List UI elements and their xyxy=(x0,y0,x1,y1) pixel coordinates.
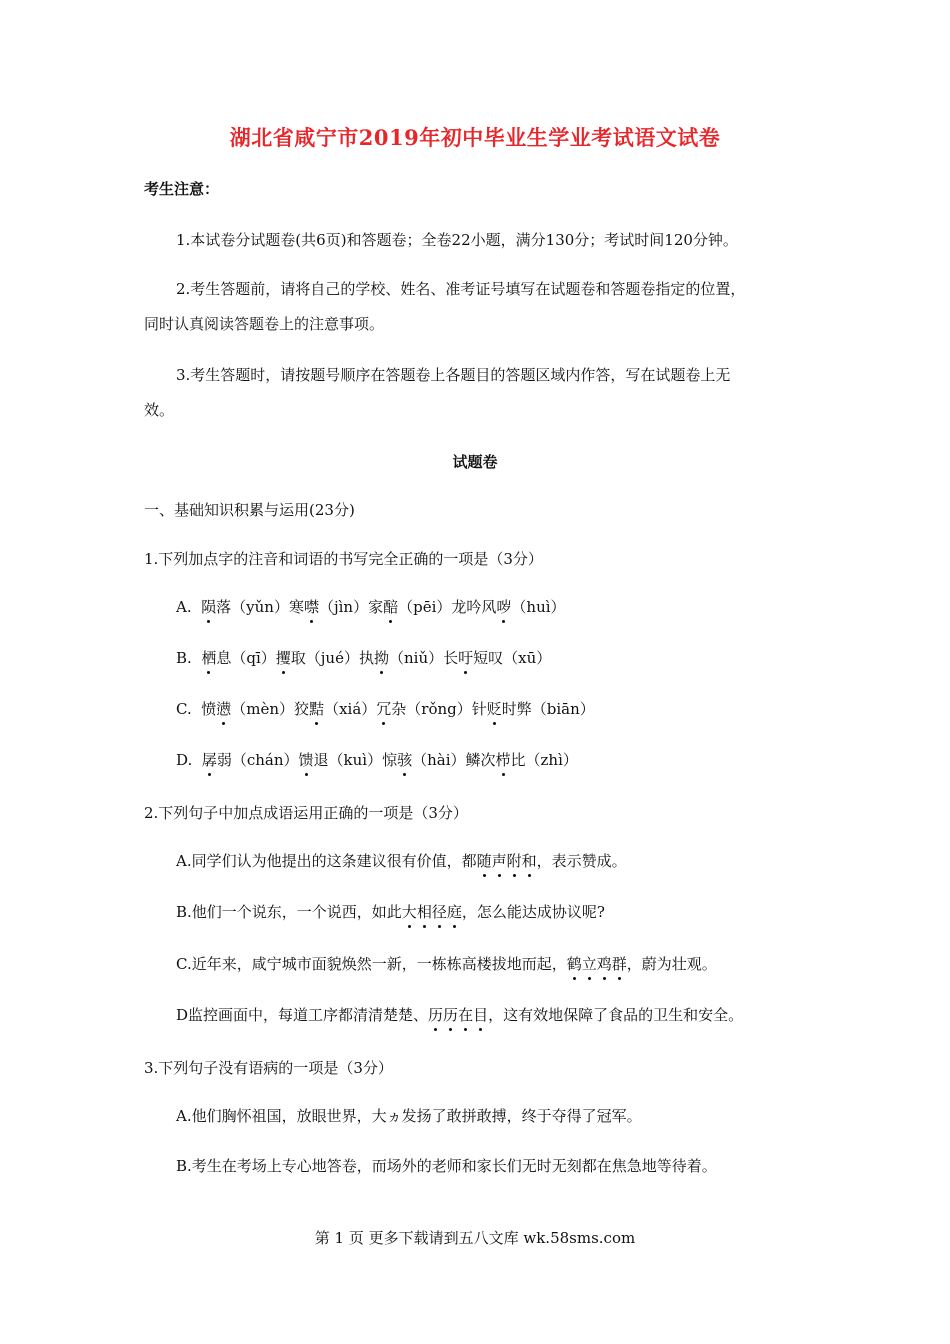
emphasized-char: 噤 xyxy=(303,598,319,616)
text-segment: 叹 xyxy=(488,649,504,667)
question-2-stem: 2.下列句子中加点成语运用正确的一项是（3分） xyxy=(144,804,468,822)
notice-2: 2.考生答题前，请将自己的学校、姓名、准考证号填写在试题卷和答题卷指定的位置， xyxy=(176,280,746,298)
emphasized-char: 吁 xyxy=(458,649,474,667)
emphasized-char: 随 xyxy=(476,852,492,870)
text-segment: B.他们一个说东，一个说西，如此 xyxy=(176,903,402,921)
emphasized-char: 庭 xyxy=(446,903,462,921)
text-segment: ，这有效地保障了食品的卫生和安全。 xyxy=(488,1006,744,1024)
emphasized-char: 孱 xyxy=(201,751,217,769)
text-segment: 取（jué）执 xyxy=(290,649,374,667)
emphasized-char: 懑 xyxy=(216,700,232,718)
emphasized-char: 陨 xyxy=(201,598,217,616)
emphasized-char: 拗 xyxy=(373,649,389,667)
emphasized-char: 馈 xyxy=(298,751,314,769)
question-1-option-c xyxy=(176,698,595,720)
emphasized-char: 群 xyxy=(611,955,627,973)
emphasized-char: 醅 xyxy=(383,598,399,616)
emphasized-char: 相 xyxy=(416,903,432,921)
emphasized-char: 哕 xyxy=(496,598,512,616)
text-segment: 退（kuì）惊 xyxy=(313,751,398,769)
emphasized-char: 冗 xyxy=(376,700,392,718)
notice-3-cont: 效。 xyxy=(144,401,175,419)
text-segment: ，怎么能达成协议呢? xyxy=(461,903,605,921)
text-segment: 息（qī） xyxy=(216,649,276,667)
emphasized-char: 栖 xyxy=(201,649,217,667)
emphasized-char: 骇 xyxy=(397,751,413,769)
emphasized-char: 大 xyxy=(401,903,417,921)
question-1-option-d xyxy=(176,749,578,771)
text-segment: 比（zhì） xyxy=(510,751,578,769)
emphasized-char: 黠 xyxy=(309,700,325,718)
notice-heading: 考生注意： xyxy=(144,180,220,198)
question-1-option-b xyxy=(176,647,551,669)
page-footer: 第 1 页 更多下载请到五八文库 wk.58sms.com xyxy=(314,1229,636,1247)
text-segment: C.近年来，咸宁城市面貌焕然一新，一栋栋高楼拔地而起， xyxy=(176,955,567,973)
question-2-option-b xyxy=(176,901,605,923)
text-segment: （hài）鳞次 xyxy=(412,751,496,769)
notice-1: 1.本试卷分试题卷(共6页)和答题卷；全卷22小题，满分130分；考试时间120分钟。 xyxy=(176,231,738,249)
notice-2-cont: 同时认真阅读答题卷上的注意事项。 xyxy=(144,315,385,333)
text-segment: （mèn）狡 xyxy=(231,700,310,718)
text-segment: （pēi）龙吟风 xyxy=(398,598,497,616)
emphasized-char: 鸡 xyxy=(596,955,612,973)
question-2-option-c xyxy=(176,953,717,975)
text-segment: ，蔚为壮观。 xyxy=(626,955,717,973)
emphasized-char: 历 xyxy=(428,1006,444,1024)
option-label: B. xyxy=(176,649,192,667)
text-segment: （xū） xyxy=(503,649,552,667)
question-3-option-a: A.他们胸怀祖国，放眼世界，大ヵ发扬了敢拼敢搏，终于夺得了冠军。 xyxy=(176,1107,642,1125)
question-2-option-a xyxy=(176,850,627,872)
question-3-stem: 3.下列句子没有语病的一项是（3分） xyxy=(144,1059,393,1077)
question-1-option-a xyxy=(176,596,566,618)
text-segment: 愤 xyxy=(201,700,217,718)
emphasized-char: 立 xyxy=(581,955,597,973)
text-segment: （niǔ）长 xyxy=(389,649,459,667)
emphasized-char: 鹤 xyxy=(566,955,582,973)
emphasized-char: 附 xyxy=(506,852,522,870)
emphasized-char: 贬 xyxy=(486,700,502,718)
option-label: A. xyxy=(176,598,192,616)
text-segment: 弱（chán） xyxy=(216,751,299,769)
emphasized-char: 声 xyxy=(491,852,507,870)
text-segment: D监控画面中，每道工序都清清楚楚、 xyxy=(176,1006,429,1024)
section-title: 试题卷 xyxy=(452,453,498,471)
question-2-option-d xyxy=(176,1004,743,1026)
text-segment: （xiá） xyxy=(324,700,377,718)
text-segment: 时弊（biān） xyxy=(501,700,595,718)
option-text xyxy=(202,751,578,769)
emphasized-char: 栉 xyxy=(495,751,511,769)
emphasized-char: 目 xyxy=(473,1006,489,1024)
text-segment: （jìn）家 xyxy=(318,598,384,616)
question-3-option-b: B.考生在考场上专心地答卷，而场外的老师和家长们无时无刻都在焦急地等待着。 xyxy=(176,1157,717,1175)
option-text xyxy=(201,598,565,616)
option-label: C. xyxy=(176,700,192,718)
text-segment: A.同学们认为他提出的这条建议很有价值，都 xyxy=(176,852,477,870)
emphasized-char: 历 xyxy=(443,1006,459,1024)
page-title: 湖北省咸宁市2019年初中毕业生学业考试语文试卷 xyxy=(229,125,721,150)
notice-3: 3.考生答题时，请按题号顺序在答题卷上各题目的答题区域内作答，写在试题卷上无 xyxy=(176,366,731,384)
text-segment: 杂（rǒng）针 xyxy=(391,700,487,718)
text-segment: ，表示赞成。 xyxy=(536,852,627,870)
text-segment: 落（yǔn）寒 xyxy=(216,598,304,616)
part-heading: 一、基础知识积累与运用(23分) xyxy=(144,501,355,519)
emphasized-char: 在 xyxy=(458,1006,474,1024)
question-1-stem: 1.下列加点字的注音和词语的书写完全正确的一项是（3分） xyxy=(144,550,543,568)
emphasized-char: 径 xyxy=(431,903,447,921)
emphasized-char: 攫 xyxy=(275,649,291,667)
option-text xyxy=(201,649,551,667)
text-segment: （huì） xyxy=(511,598,566,616)
option-text xyxy=(201,700,595,718)
emphasized-char: 和 xyxy=(521,852,537,870)
text-segment: 短 xyxy=(473,649,489,667)
option-label: D. xyxy=(176,751,193,769)
